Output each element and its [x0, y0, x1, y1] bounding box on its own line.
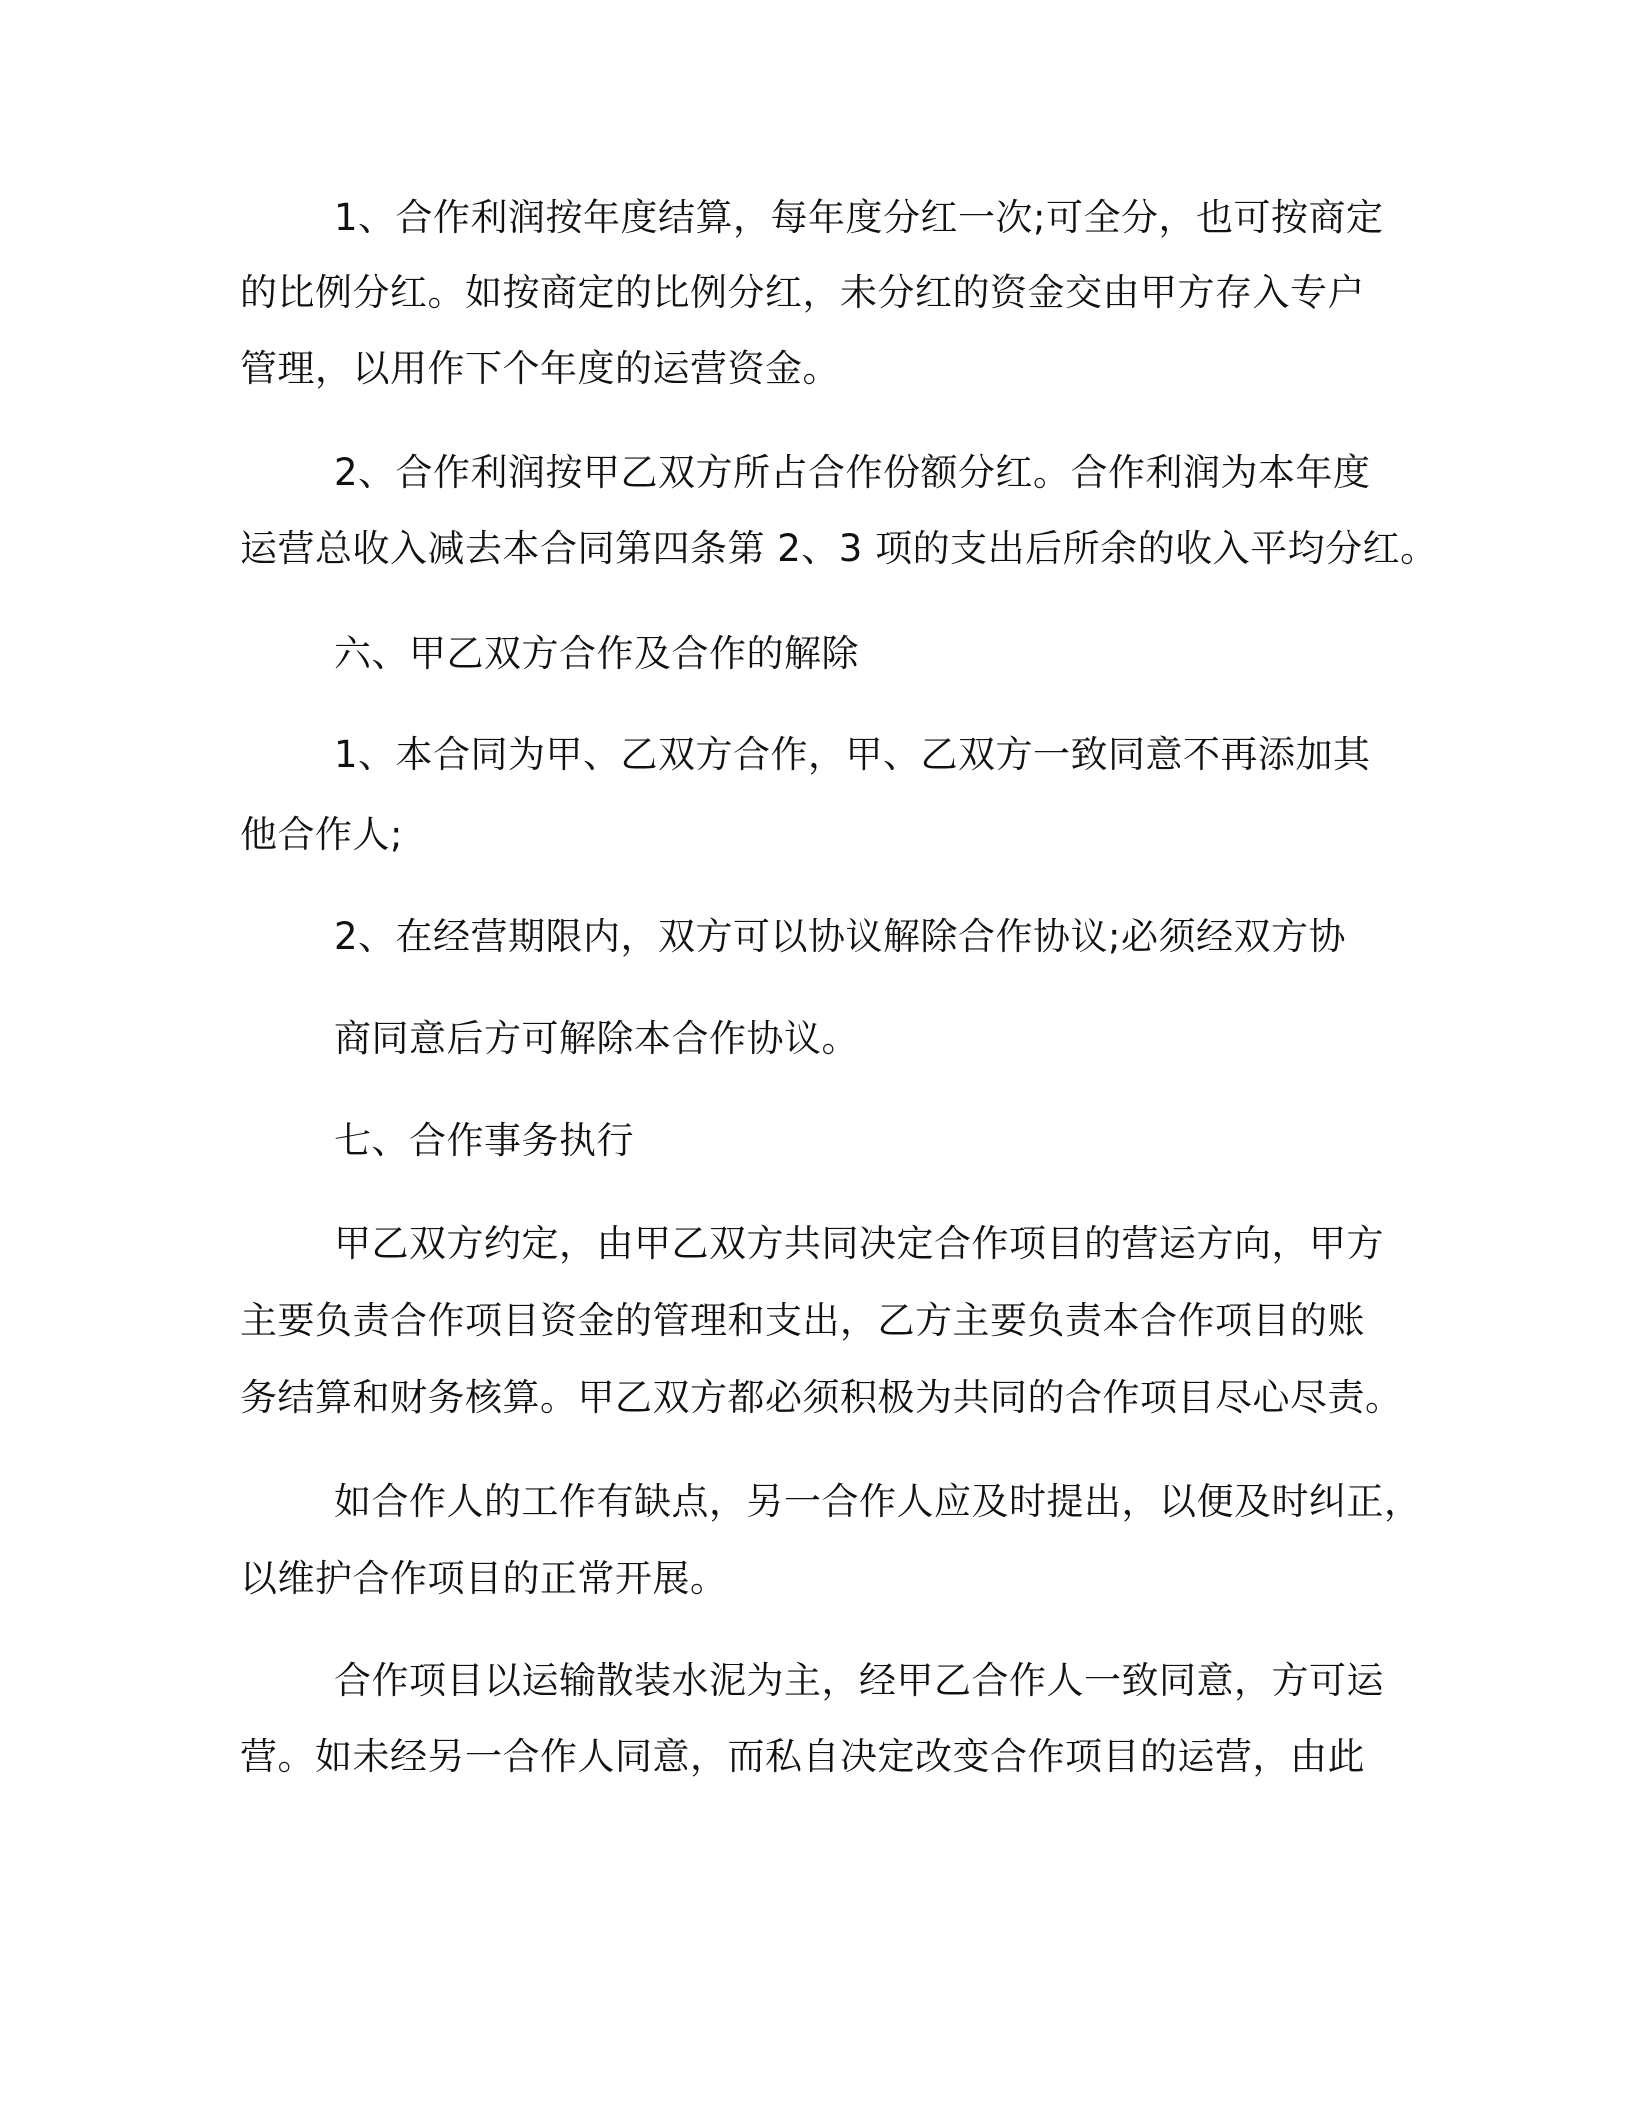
para-5-1-line-2: 的比例分红。如按商定的比例分红，未分红的资金交由甲方存入专户 [240, 271, 1365, 314]
para-7-1-line-1: 甲乙双方约定，由甲乙双方共同决定合作项目的营运方向，甲方 [334, 1222, 1384, 1265]
para-7-3-line-1: 合作项目以运输散装水泥为主，经甲乙合作人一致同意，方可运 [334, 1659, 1384, 1702]
para-7-1-line-2: 主要负责合作项目资金的管理和支出，乙方主要负责本合作项目的账 [240, 1299, 1365, 1342]
para-7-3-line-2: 营。如未经另一合作人同意，而私自决定改变合作项目的运营，由此 [240, 1735, 1365, 1778]
para-5-1-line-1: 1、合作利润按年度结算，每年度分红一次;可全分，也可按商定 [334, 196, 1384, 239]
para-6-2-line-1: 2、在经营期限内，双方可以协议解除合作协议;必须经双方协 [334, 915, 1347, 958]
section-6-heading: 六、甲乙双方合作及合作的解除 [334, 632, 859, 675]
para-6-1-line-2: 他合作人; [240, 813, 403, 856]
para-7-1-line-3: 务结算和财务核算。甲乙双方都必须积极为共同的合作项目尽心尽责。 [240, 1376, 1403, 1419]
section-7-heading: 七、合作事务执行 [334, 1119, 634, 1162]
para-7-2-line-2: 以维护合作项目的正常开展。 [240, 1557, 728, 1600]
para-5-2-line-1: 2、合作利润按甲乙双方所占合作份额分红。合作利润为本年度 [334, 451, 1371, 494]
para-5-2-line-2: 运营总收入减去本合同第四条第 2、3 项的支出后所余的收入平均分红。 [240, 527, 1438, 570]
para-6-2-line-2: 商同意后方可解除本合作协议。 [334, 1017, 859, 1060]
para-6-1-line-1: 1、本合同为甲、乙双方合作，甲、乙双方一致同意不再添加其 [334, 733, 1371, 776]
para-5-1-line-3: 管理，以用作下个年度的运营资金。 [240, 347, 840, 390]
para-7-2-line-1: 如合作人的工作有缺点，另一合作人应及时提出，以便及时纠正， [334, 1480, 1422, 1523]
